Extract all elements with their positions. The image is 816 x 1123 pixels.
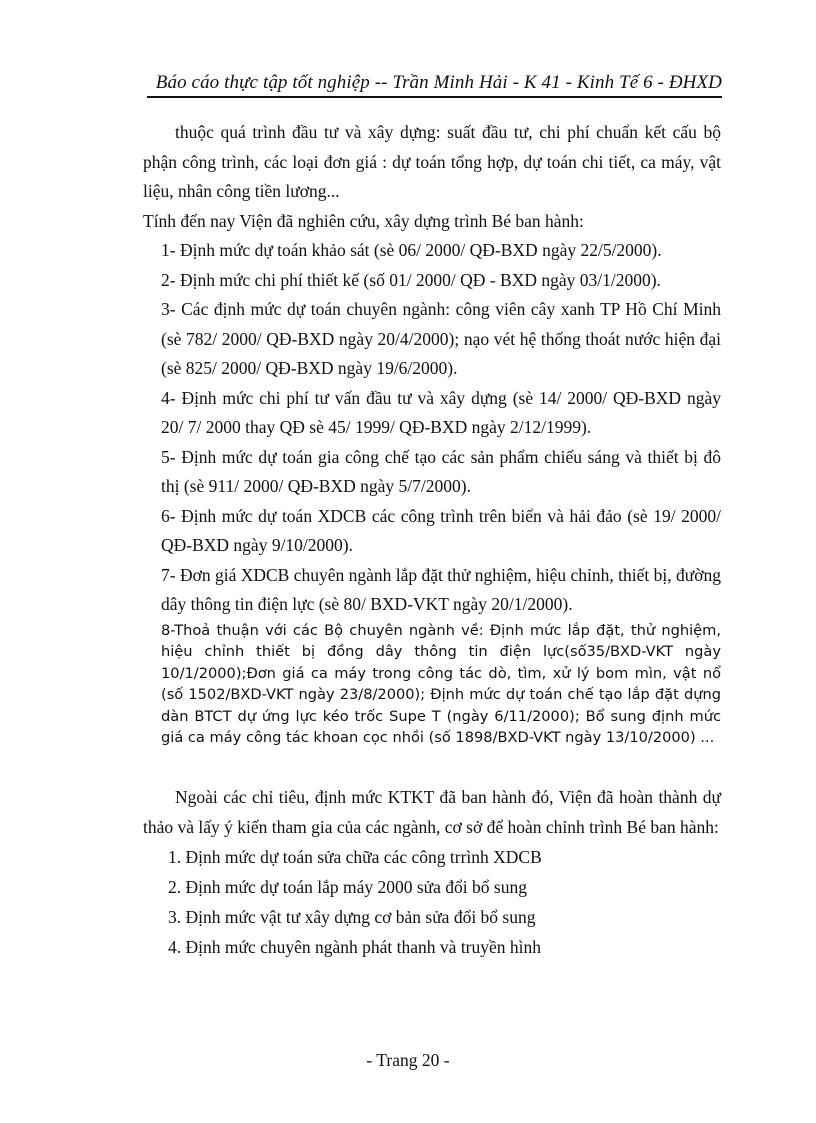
list-item-1: 1- Định mức dự toán khảo sát (sè 06/ 2000/ QĐ-BXD ngày 22/5/2000).: [161, 240, 662, 260]
spacer: [143, 749, 721, 783]
paragraph-draft: Ngoài các chỉ tiêu, định mức KTKT đã ban hành đó, Viện đã hoàn thành dự thảo và lấy ý kiến tham gia của các ngành, cơ sở để hoàn chỉnh trình Bé ban hành:: [143, 787, 721, 837]
list-item-2: 2- Định mức chi phí thiết kế (số 01/ 2000/ QĐ - BXD ngày 03/1/2000).: [161, 269, 661, 290]
list-item-8: 8-Thoả thuận với các Bộ chuyên ngành về: Định mức lắp đặt, thử nghiệm, hiệu chỉnh thiết bị đồng dây thông tin điện lực(số35/BXD-VKT ngày 10/1/2000);Đơn giá ca máy trong công tác dò, tìm, xử lý bom mìn, vật nổ (số 1502/BXD-VKT ngày 23/8/2000); Định mức dự toán chế tạo lắp đặt dựng dàn BTCT dự ứng lực kéo trốc Supe T (ngày 6/11/2000); Bổ sung định mức giá ca máy công tác khoan cọc nhồi (số 1898/BXD-VKT ngày 13/10/2000) ...: [161, 621, 721, 747]
paragraph-intro: thuộc quá trình đầu tư và xây dựng: suất đầu tư, chi phí chuẩn kết cấu bộ phận công trình, các loại đơn giá : dự toán tổng hợp, dự toán chi tiết, ca máy, vật liệu, nhân công tiền lương...: [143, 122, 721, 201]
list-item-5: 5- Định mức dự toán gia công chế tạo các sản phẩm chiếu sáng và thiết bị đô thị (sè 911/ 2000/ QĐ-BXD ngày 5/7/2000).: [161, 446, 721, 496]
list-item-4: 4- Định mức chi phí tư vấn đầu tư và xây dựng (sè 14/ 2000/ QĐ-BXD ngày 20/ 7/ 2000 thay QĐ sè 45/ 1999/ QĐ-BXD ngày 2/12/1999).: [161, 387, 721, 437]
list-item-7: 7- Đơn giá XDCB chuyên ngành lắp đặt thử nghiệm, hiệu chỉnh, thiết bị, đường dây thông tin điện lực (sè 80/ BXD-VKT ngày 20/1/2000).: [161, 564, 721, 614]
paragraph-summary: Tính đến nay Viện đã nghiên cứu, xây dựng trình Bé ban hành:: [143, 210, 584, 231]
draft-item-3: 3. Định mức vật tư xây dựng cơ bản sửa đổi bổ sung: [168, 907, 536, 928]
draft-item-4: 4. Định mức chuyên ngành phát thanh và truyền hình: [168, 937, 542, 958]
page-number: - Trang 20 -: [366, 1050, 450, 1070]
page-header: Báo cáo thực tập tốt nghiệp -- Trần Minh Hải - K 41 - Kinh Tế 6 - ĐHXD: [147, 72, 722, 98]
draft-list: [143, 842, 721, 962]
list-item-6: 6- Định mức dự toán XDCB các công trình trên biển và hải đảo (sè 19/ 2000/ QĐ-BXD ngày 9/10/2000).: [161, 505, 721, 555]
draft-item-1: 1. Định mức dự toán sửa chữa các công trrình XDCB: [168, 847, 542, 868]
document-body: [143, 118, 721, 962]
draft-item-2: 2. Định mức dự toán lắp máy 2000 sửa đổi bổ sung: [168, 877, 527, 898]
list-item-3: 3- Các định mức dự toán chuyên ngành: công viên cây xanh TP Hồ Chí Minh (sè 782/ 2000/ QĐ-BXD ngày 20/4/2000); nạo vét hệ thống thoát nước hiện đại (sè 825/ 2000/ QĐ-BXD ngày 19/6/2000).: [161, 299, 721, 378]
